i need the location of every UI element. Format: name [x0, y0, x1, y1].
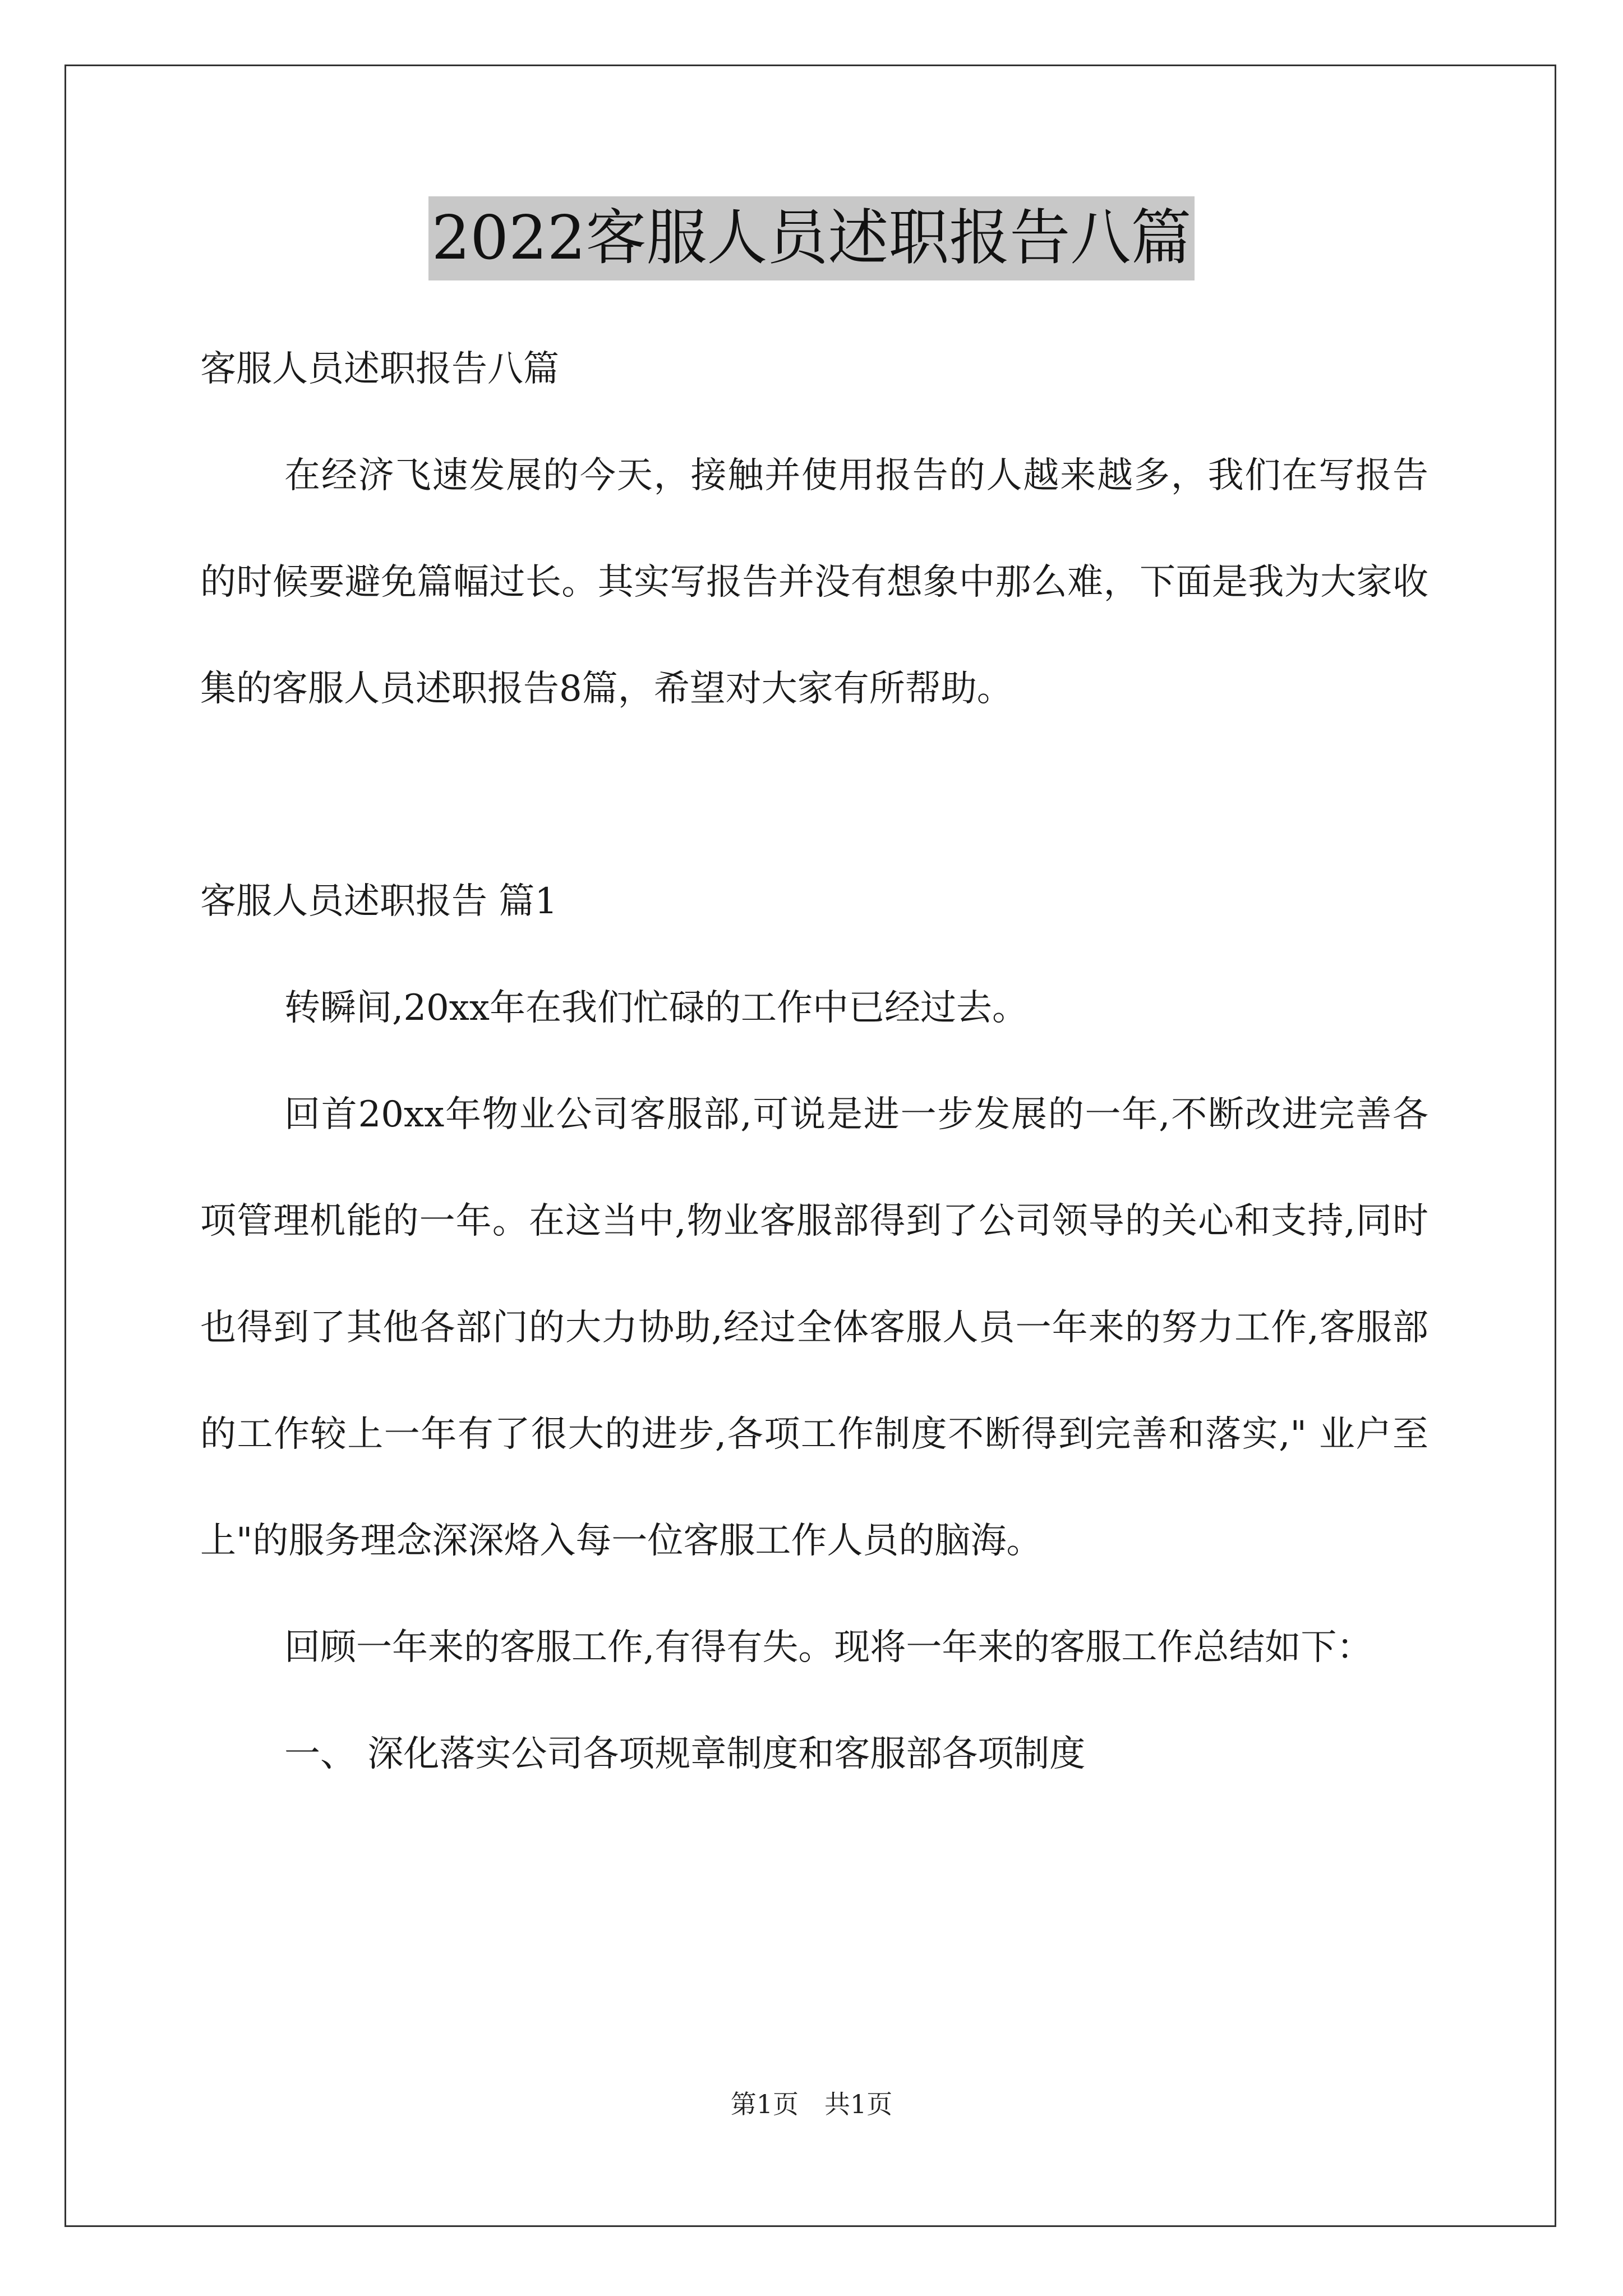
document-subtitle: 客服人员述职报告八篇: [200, 348, 559, 390]
section-heading: 客服人员述职报告 篇1: [200, 881, 558, 922]
intro-paragraph: 在经济飞速发展的今天，接触并使用报告的人越来越多，我们在写报告的时候要避免篇幅过长。其实写报告并没有想象中那么难，下面是我为大家收集的客服人员述职报告8篇，希望对大家有所帮助。: [200, 455, 1428, 710]
page-footer: 第1页 共1页: [730, 2089, 893, 2119]
title-container: [0, 196, 1623, 280]
body-paragraph-4: 一、 深化落实公司各项规章制度和客服部各项制度: [284, 1733, 1086, 1775]
body-paragraph-3: 回顾一年来的客服工作,有得有失。现将一年来的客服工作总结如下：: [284, 1627, 1373, 1668]
document-title: 2022客服人员述职报告八篇: [428, 196, 1195, 280]
body-paragraph-2: 回首20xx年物业公司客服部,可说是进一步发展的一年,不断改进完善各项管理机能的一年。在这当中,物业客服部得到了公司领导的关心和支持,同时也得到了其他各部门的大力协助,经过全体客服人员一年来的努力工作,客服部的工作较上一年有了很大的进步,各项工作制度不断得到完善和落实," 业户至上"的服务理念深深烙入每一位客服工作人员的脑海。: [200, 1094, 1428, 1562]
body-paragraph-1: 转瞬间,20xx年在我们忙碌的工作中已经过去。: [284, 987, 1028, 1029]
document-body: [200, 314, 1428, 1807]
